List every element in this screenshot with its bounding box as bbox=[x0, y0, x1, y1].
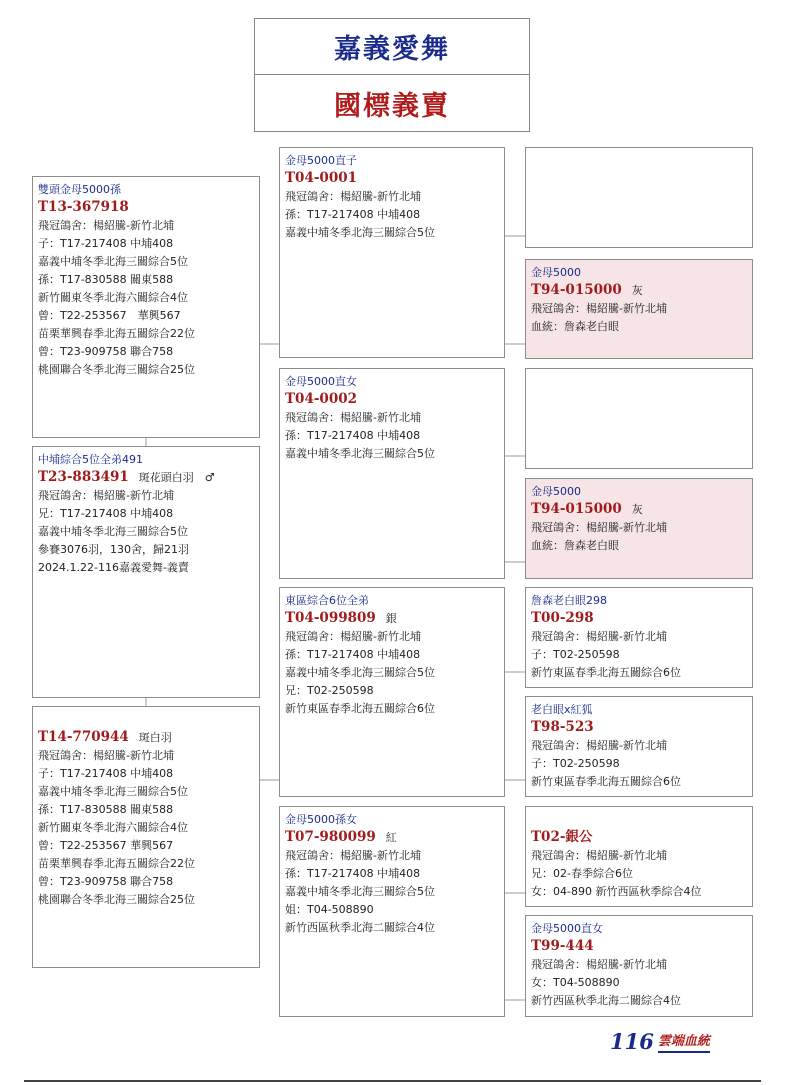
info-line: 飛冠鴿舍：楊紹騰-新竹北埔 bbox=[531, 958, 667, 971]
cloud-pedigree-logo bbox=[610, 1031, 710, 1053]
info-line: 飛冠鴿舍：楊紹騰-新竹北埔 bbox=[531, 849, 667, 862]
info-line: 飛冠鴿舍：楊紹騰-新竹北埔 bbox=[531, 521, 667, 534]
ring-text: T04-0001 bbox=[285, 170, 358, 186]
pedigree-box-gg2[interactable] bbox=[525, 259, 753, 359]
info-line: 女：04-890 新竹西區秋季綜合4位 bbox=[531, 885, 702, 898]
pedigree-box-sire-sire[interactable] bbox=[279, 147, 505, 358]
info-line: 子：T02-250598 bbox=[531, 648, 620, 661]
ring-text: T23-883491 bbox=[38, 469, 129, 485]
ring-text: T98-523 bbox=[531, 719, 594, 735]
info-line: 子：T17-217408 中埔408 bbox=[38, 237, 174, 250]
pedigree-box-dam[interactable] bbox=[32, 706, 260, 968]
box-label: 雙頭金母5000孫 bbox=[38, 183, 121, 196]
info-line: 飛冠鴿舍：楊紹騰-新竹北埔 bbox=[38, 489, 174, 502]
box-label: 金母5000直子 bbox=[285, 154, 357, 167]
box-label bbox=[38, 711, 254, 728]
info-line: 桃園聯合冬季北海三關綜合25位 bbox=[38, 363, 195, 376]
info-line: 飛冠鴿舍：楊紹騰-新竹北埔 bbox=[285, 190, 421, 203]
ring-text: T94-015000 bbox=[531, 501, 622, 517]
ring-number bbox=[531, 281, 747, 300]
ring-extra: 斑白羽 bbox=[138, 731, 172, 744]
ring-number bbox=[531, 828, 747, 847]
info-line: 飛冠鴿舍：楊紹騰-新竹北埔 bbox=[285, 411, 421, 424]
ring-number bbox=[285, 169, 499, 188]
ring-number bbox=[531, 609, 747, 628]
logo-text: 雲端血統 bbox=[658, 1033, 710, 1053]
ring-extra: 銀 bbox=[385, 612, 397, 625]
pedigree-box-gg5[interactable] bbox=[525, 587, 753, 688]
info-line: 血統：詹森老白眼 bbox=[531, 539, 619, 552]
ring-number bbox=[38, 728, 254, 747]
box-label: 詹森老白眼298 bbox=[531, 594, 607, 607]
pedigree-box-sibling[interactable] bbox=[32, 446, 260, 698]
info-line: 飛冠鴿舍：楊紹騰-新竹北埔 bbox=[38, 219, 174, 232]
info-line: 飛冠鴿舍：楊紹騰-新竹北埔 bbox=[38, 749, 174, 762]
info-line: 新竹西區秋季北海二關綜合4位 bbox=[531, 994, 681, 1007]
box-label: 金母5000 bbox=[531, 485, 581, 498]
info-line: 孫：T17-830588 關東588 bbox=[38, 273, 174, 286]
info-line: 嘉義中埔冬季北海三關綜合5位 bbox=[285, 447, 435, 460]
pedigree-box-dam-dam[interactable] bbox=[279, 806, 505, 1017]
info-line: 孫：T17-217408 中埔408 bbox=[285, 867, 421, 880]
pedigree-box-dam-sire[interactable] bbox=[279, 587, 505, 797]
info-line: 參賽3076羽，130舍，歸21羽 bbox=[38, 543, 189, 556]
info-line: 嘉義中埔冬季北海三關綜合5位 bbox=[38, 255, 188, 268]
info-line: 新竹關東冬季北海六關綜合4位 bbox=[38, 291, 188, 304]
info-line: 血統：詹森老白眼 bbox=[531, 320, 619, 333]
pedigree-box-subject[interactable] bbox=[32, 176, 260, 438]
footer-divider bbox=[24, 1080, 761, 1082]
info-line: 苗栗華興春季北海五關綜合22位 bbox=[38, 857, 195, 870]
ring-text: T13-367918 bbox=[38, 199, 129, 215]
pedigree-box-gg3[interactable] bbox=[525, 368, 753, 469]
pedigree-box-gg1[interactable] bbox=[525, 147, 753, 248]
pedigree-box-sire-dam[interactable] bbox=[279, 368, 505, 579]
info-line: 新竹東區春季北海五關綜合6位 bbox=[531, 775, 681, 788]
info-line: 嘉義中埔冬季北海三關綜合5位 bbox=[38, 525, 188, 538]
pedigree-header bbox=[254, 18, 530, 132]
ring-number bbox=[531, 500, 747, 519]
box-label: 東區綜合6位全弟 bbox=[285, 594, 369, 607]
info-line: 曾：T23-909758 聯合758 bbox=[38, 875, 174, 888]
box-label bbox=[531, 811, 747, 828]
ring-number bbox=[285, 828, 499, 847]
ring-text: T99-444 bbox=[531, 938, 594, 954]
ring-text: T04-099809 bbox=[285, 610, 376, 626]
ring-number bbox=[285, 390, 499, 409]
info-line: 嘉義中埔冬季北海三關綜合5位 bbox=[38, 785, 188, 798]
ring-text: T04-0002 bbox=[285, 391, 358, 407]
pedigree-box-gg7[interactable] bbox=[525, 806, 753, 907]
info-line: 嘉義中埔冬季北海三關綜合5位 bbox=[285, 885, 435, 898]
box-label: 金母5000直女 bbox=[285, 375, 357, 388]
pedigree-box-gg4[interactable] bbox=[525, 478, 753, 579]
ring-text: T94-015000 bbox=[531, 282, 622, 298]
info-line: 新竹西區秋季北海二關綜合4位 bbox=[285, 921, 435, 934]
info-line: 飛冠鴿舍：楊紹騰-新竹北埔 bbox=[531, 630, 667, 643]
info-line: 女：T04-508890 bbox=[531, 976, 620, 989]
info-line: 桃園聯合冬季北海三關綜合25位 bbox=[38, 893, 195, 906]
info-line: 新竹東區春季北海五關綜合6位 bbox=[531, 666, 681, 679]
ring-extra: 灰 bbox=[631, 503, 643, 516]
info-line: 姐：T04-508890 bbox=[285, 903, 374, 916]
info-line: 飛冠鴿舍：楊紹騰-新竹北埔 bbox=[285, 849, 421, 862]
info-line: 曾：T22-253567 華興567 bbox=[38, 839, 174, 852]
box-label: 中埔綜合5位全弟491 bbox=[38, 453, 143, 466]
ring-text: T02-銀公 bbox=[531, 829, 593, 845]
info-line: 新竹東區春季北海五關綜合6位 bbox=[285, 702, 435, 715]
ring-number bbox=[531, 937, 747, 956]
box-label: 金母5000孫女 bbox=[285, 813, 357, 826]
header-title: 嘉義愛舞 bbox=[255, 19, 529, 75]
ring-text: T07-980099 bbox=[285, 829, 376, 845]
ring-number bbox=[38, 468, 254, 487]
ring-extra: 灰 bbox=[631, 284, 643, 297]
pedigree-box-gg6[interactable] bbox=[525, 696, 753, 797]
info-line: 嘉義中埔冬季北海三關綜合5位 bbox=[285, 226, 435, 239]
box-label: 金母5000直女 bbox=[531, 922, 603, 935]
header-subtitle: 國標義賣 bbox=[334, 91, 450, 122]
info-line: 嘉義中埔冬季北海三關綜合5位 bbox=[285, 666, 435, 679]
info-line: 2024.1.22-116嘉義愛舞-義賣 bbox=[38, 561, 189, 574]
info-line: 飛冠鴿舍：楊紹騰-新竹北埔 bbox=[531, 739, 667, 752]
ring-number bbox=[285, 609, 499, 628]
info-line: 子：T02-250598 bbox=[531, 757, 620, 770]
info-line: 孫：T17-217408 中埔408 bbox=[285, 648, 421, 661]
box-label: 老白眼x紅狐 bbox=[531, 703, 593, 716]
logo-number: 116 bbox=[610, 1029, 654, 1054]
info-line: 飛冠鴿舍：楊紹騰-新竹北埔 bbox=[285, 630, 421, 643]
ring-extra: 紅 bbox=[385, 831, 397, 844]
ring-number bbox=[38, 198, 254, 217]
ring-text: T14-770944 bbox=[38, 729, 129, 745]
info-line: 新竹關東冬季北海六關綜合4位 bbox=[38, 821, 188, 834]
info-line: 兄：T17-217408 中埔408 bbox=[38, 507, 174, 520]
info-line: 孫：T17-217408 中埔408 bbox=[285, 208, 421, 221]
info-line: 曾：T23-909758 聯合758 bbox=[38, 345, 174, 358]
info-line: 兄：T02-250598 bbox=[285, 684, 374, 697]
info-line: 曾：T22-253567 華興567 bbox=[38, 309, 181, 322]
info-line: 孫：T17-830588 關東588 bbox=[38, 803, 174, 816]
pedigree-box-gg8[interactable] bbox=[525, 915, 753, 1017]
box-label: 金母5000 bbox=[531, 266, 581, 279]
info-line: 飛冠鴿舍：楊紹騰-新竹北埔 bbox=[531, 302, 667, 315]
ring-extra: 斑花頭白羽 ♂ bbox=[138, 471, 215, 484]
ring-text: T00-298 bbox=[531, 610, 594, 626]
info-line: 孫：T17-217408 中埔408 bbox=[285, 429, 421, 442]
info-line: 苗栗華興春季北海五關綜合22位 bbox=[38, 327, 195, 340]
info-line: 兄：02-春季綜合6位 bbox=[531, 867, 633, 880]
info-line: 子：T17-217408 中埔408 bbox=[38, 767, 174, 780]
ring-number bbox=[531, 718, 747, 737]
